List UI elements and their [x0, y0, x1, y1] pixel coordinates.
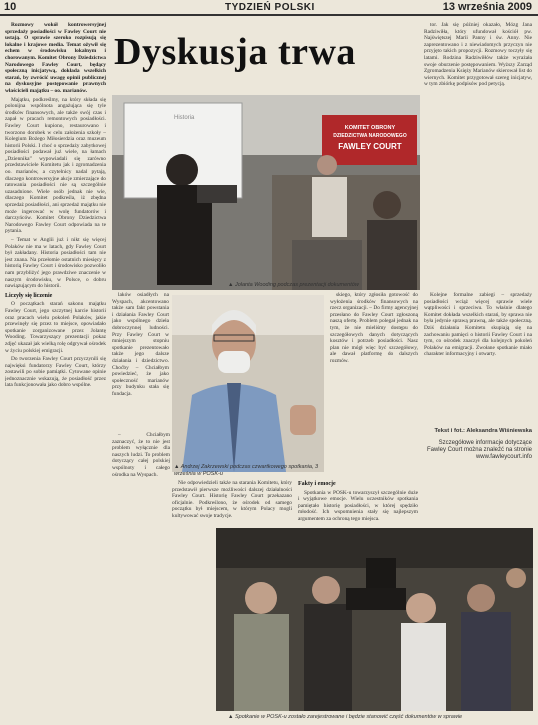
body-paragraph: Do tworzenia Fawley Court przyczynili się najwięksi fundatorzy Fawley Court, którzy zostawili po sobie pamiątki. Cytowane opinie jednoznacznie wskazują, że posiadłość przez lata funkcjonowała jako dobro wspólne.: [5, 356, 106, 389]
photo-middle-caption: ▲ Andrzej Zakrzewski podczas czwartkowego spotkania, 3 września w POSK-u: [174, 464, 319, 477]
subheading: Fakty i emocje: [298, 481, 336, 487]
issue-date: 13 września 2009: [442, 1, 532, 13]
column-5a: [424, 22, 532, 290]
photo-middle-image: [172, 295, 324, 472]
banner-line-1: KOMITET OBRONY: [344, 125, 396, 131]
column-2b: [112, 432, 170, 516]
body-paragraph: Spotkania w POSK-u towarzyszył szczególnie duże i wyjątkowe emocje. Wielu uczestników spotkania pamiętało historię posiadłości, w której spędziło młodość. Ich wspomnienia stały się najlepszym argumentem za ochroną tego miejsca.: [298, 489, 418, 522]
photo-top: [112, 95, 420, 290]
photo-bottom-caption: ▲ Spotkanie w POSK-u zostało zarejestrowane i będzie stanowić część dokumentów w sprawie: [228, 714, 463, 720]
body-paragraph: Majątku, podkreślmy, na który składa się polonijna wspólnota angażująca się tyle środków finansowych, ale także swój czas i zapał w pracach remontowych posiadłości. Fawley Court kupiono, restaurowano i tworzono dorobek w celu założenia szkoły – Kolegium Bożego Miłosierdzia oraz muzeum historii Polski. I choć o sprzedaży zabytkowej posiadłości podawał już wiele, na łamach „Dziennika” wypowiadali się zarówno przedstawiciele Komitetu jak i zgromadzenia oo. marianów, a czytelnicy nadal pytają, dlaczego kontrowersyjne akcje zmierzające do ratowania posiadłości nie są szczególnie uzasadnione. Wiele osób jednak nie wie, dlaczego Komitet podkreśla, iż zbędna sprzedaż posiadłości, ani sprzedaż majątku nie może ingerować w wolę fundatorów i darczyńców. Komitet Obrony Dziedzictwa Narodowego Fawley Court odpowiada na te pytania.: [5, 96, 106, 235]
subheading: Liczyły się liczenie: [5, 292, 53, 299]
info-box: Szczegółowe informacje dotyczące Fawley Court można znaleźć na stronie www.fawleycourt.info: [426, 440, 532, 460]
article-title: Dyskusja trwa: [114, 31, 356, 73]
column-2a: [112, 292, 169, 428]
column-5b: [424, 292, 532, 437]
column-1: [5, 22, 106, 720]
quote-paragraph: – Chciałbym zaznaczyć, że to nie jest problem wyłącznie dla naszych ludzi. To problem dotyczący całej polskiej wspólnoty i całego ośrodka na Wyspach.: [112, 432, 170, 478]
photo-top-caption: ▲ Jolanta Wooding podczas prezentacji dokumentów: [228, 282, 359, 288]
quote-paragraph: – Temat w Anglii już i nikt się więcej Polaków nie ma w latach, gdy Fawley Court był zakładany. Historia posiadłości tam nie jest znana. Na przełomie ostatnich miesięcy z historią Fawley Court i środowisko pozwoliło nam przybliżyć jego prawdziwe znaczenie w naszym środowisku, w Polsce, o dobru nawiązującym do historii.: [5, 237, 106, 290]
photo-middle: [172, 295, 324, 472]
body-paragraph: Nie odpowiedzieli także na starania Komitetu, który przedstawił pierwsze możliwości dalszej działalności Fawley Court. Historię Fawley Court przekazano oficjalnie. Podkreślono, że ośrodek od samego początku był miejscem, w którym Polacy mogli kultywować swoje tradycje.: [172, 480, 292, 519]
photo-top-image: [112, 95, 420, 290]
body-paragraph: skiego, który zgłosiła gotowość do wyłożenia środków finansowych na rzecz organizacji. – Do firmy agencyjnej przesłano do Fawley Court zgłoszoną naszą ofertę. Problem polegał jednak na tym, że nie mieliśmy dostępu do szczegółowych danych dotyczących kosztów i potrzeb posiadłości. Nasz plan nie mógł więc być szczegółowy, ale dawał platformę do dalszych rozmów.: [330, 292, 418, 364]
body-paragraph: tor. Jak się później okazało, Mózg Jana Radziwiłła, który ufundował kościół pw. Najświętszej Marii Panny i św. Anny. Nie zaprezentowano i z niewiadomych przyczyn nie przyjęto takich propozycji. Rozmowy toczyły się latami. Rodzina Radziwiłłów także wyrażała swoje oburzenie postępowaniem. Wyższy Zarząd Zgromadzenia Księży Marianów skierował list do wiernych. Komitet przygotował szereg inicjatyw, w tym zbiórkę podpisów pod petycją.: [424, 22, 532, 88]
column-3b: [298, 478, 418, 528]
photo-bottom: [216, 528, 533, 711]
lead-paragraph: Rozmowy wokół kontrowersyjnej sprzedaży posiadłości w Fawley Court nie ustają. O sprawie szeroko rozpisują się lokalne i krajowe media. Temat ożywił się echem w środowisku lokalnym i chorowanym. Komitet Obrony Dziedzictwa Narodowego Fawley Court, będący społeczną inicjatywą, dokłada wszelkich starań, by zwrócić uwagę opinii publicznej na dyskusyjne postępowanie prawnych właścicieli majątku – oo. marianów.: [5, 22, 106, 94]
page-number: 10: [4, 1, 17, 13]
column-3: [330, 292, 418, 474]
projection-screen-text: Historia: [174, 115, 195, 121]
banner-line-2: DZIEDZICTWA NARODOWEGO: [333, 133, 407, 139]
author-credit: Tekst i fot.: Aleksandra Wiśniewska: [434, 428, 532, 434]
publication-name: TYDZIEŃ POLSKI: [225, 2, 315, 13]
body-paragraph: laków osiadłych na Wyspach, akcentowano także sam fakt powstania i działania Fawley Court jako wspólnego dzieła dobroczynnej ludności. Przy Fawley Court w mniejszym stopniu spotkanie prezentowało także jego dalsze działania i dziedzictwo. Choćby – Chciałbym powiedzieć, że jako społeczność marianów przy budynku stała się fundacja.: [112, 292, 169, 397]
photo-bottom-image: [216, 528, 533, 711]
column-2c: [172, 480, 292, 528]
body-paragraph: Kolejne formalne zabiegi – sprzedaży posiadłości wciąż więcej sprawie wiele wątpliwości i sprzeciwu. To właśnie dlatego Komitet dokłada wszelkich starań, by sprawa nie była jedynie sprawą prawną, ale także społeczną. Dziś działania Komitetu skupiają się na zachowaniu pamięci o historii Fawley Court i na tym, co ośrodek znaczył dla kolejnych pokoleń Polaków na emigracji. Zwołane spotkanie miało charakter informacyjny i otwarty.: [424, 292, 532, 358]
banner-line-3: FAWLEY COURT: [338, 142, 402, 151]
body-paragraph: O początkach starań sakonu majątku Fawley Court, jego szczytnej karcie historii oraz pracach wielu pokoleń Polaków, jakie przewinęły się przez to miejsce, opowiadało spotkanie zorganizowane przez Jolantę Wooding. Towarzyszący prezentacji pokaz zdjęć ukazał jak wielką rolę odgrywał ośrodek w życiu polskiej emigracji.: [5, 301, 106, 354]
page-header: [0, 0, 538, 16]
